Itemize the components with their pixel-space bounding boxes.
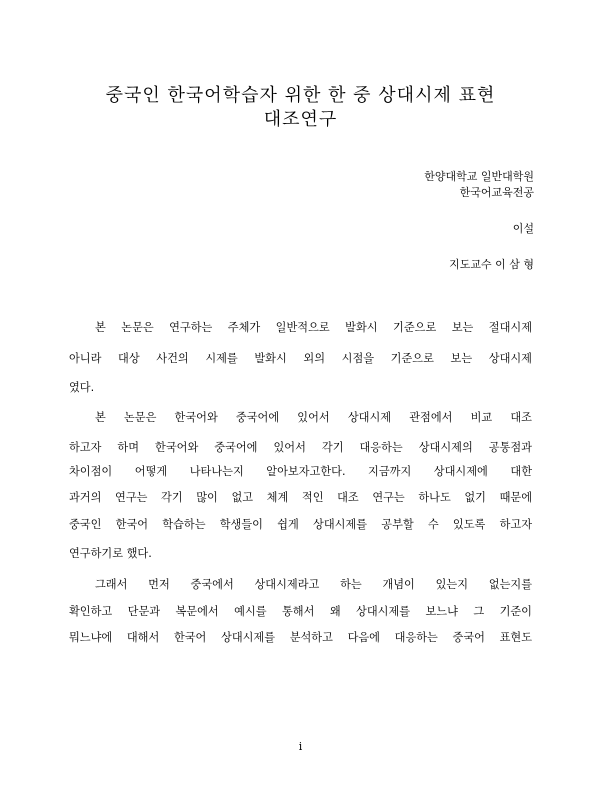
text-line: 본 논문은 한국어와 중국어에 있어서 상대시제 관점에서 비교 대조 bbox=[95, 411, 532, 424]
university-name: 한양대학교 일반대학원 bbox=[424, 170, 534, 183]
text-line: 연구하기로 했다. bbox=[69, 547, 152, 560]
text-line: 차이점이 어떻게 나타나는지 알아보자고한다. 지금까지 상대시제에 대한 bbox=[69, 465, 532, 478]
page-number: i bbox=[298, 740, 303, 753]
text-line: 아니라 대상 사건의 시제를 발화시 외의 시점을 기준으로 보는 상대시제 bbox=[69, 352, 532, 365]
advisor-name: 지도교수 이 삼 형 bbox=[449, 258, 534, 271]
text-line: 확인하고 단문과 복문에서 예시를 통해서 왜 상대시제를 보느냐 그 기준이 bbox=[69, 605, 532, 618]
text-line: 과거의 연구는 각기 많이 없고 체계 적인 대조 연구는 하나도 없기 때문에 bbox=[69, 491, 532, 504]
text-line: 본 논문은 연구하는 주체가 일반적으로 발화시 기준으로 보는 절대시제 bbox=[95, 321, 532, 334]
title-line-1: 중국인 한국어학습자 위한 한 중 상대시제 표현 bbox=[105, 85, 496, 106]
text-line: 그래서 먼저 중국에서 상대시제라고 하는 개념이 있는지 없는지를 bbox=[95, 578, 532, 591]
title-line-2: 대조연구 bbox=[263, 109, 338, 130]
author-name: 이설 bbox=[512, 222, 534, 235]
text-line: 였다. bbox=[69, 381, 95, 394]
text-line: 하고자 하며 한국어와 중국어에 있어서 각기 대응하는 상대시제의 공통점과 bbox=[69, 441, 532, 454]
text-line: 중국인 한국어 학습하는 학생들이 쉽게 상대시제를 공부할 수 있도록 하고자 bbox=[69, 518, 532, 531]
text-line: 뭐느냐에 대해서 한국어 상대시제를 분석하고 다음에 대응하는 중국어 표현도 bbox=[69, 631, 532, 644]
department-name: 한국어교육전공 bbox=[459, 186, 534, 199]
